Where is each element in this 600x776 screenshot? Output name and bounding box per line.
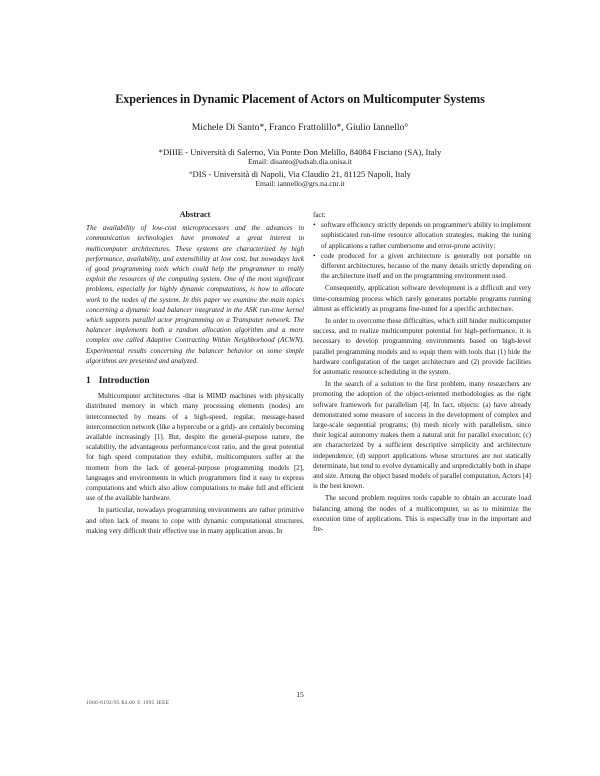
affiliation-1 [60, 147, 540, 167]
page-number: 15 [296, 690, 304, 699]
continuation-lead: fact: [313, 211, 326, 219]
author-list: Michele Di Santo*, Franco Frattolillo*, Giulio Iannello° [191, 122, 409, 133]
abstract-text: The availability of low-cost microprocessors and the advances in communication technologies have promoted a great interest in multicomputer architectures. These systems are characterized by high performance, availability, and extensibility at low cost, but nowadays lack of good programming tools which could help the programmer to really exploit the resources of the computing system. One of the most significant problems, especially for highly dynamic computations, is how to allocate work to the nodes of the system. In this paper we examine the main topics concerning a dynamic load balancer integrated in the ASK run-time kernel which supports parallel actor programming on a Transputer network. The balancer implements both a random allocation algorithm and a more complex one called Adaptive Contracting Within Neighborhood (ACWN). Experimental results concerning the balancer behavior on some simple algorithms are presented and analyzed. [86, 224, 304, 365]
body-paragraph-4: The second problem requires tools capable to obtain an accurate load balancing among the nodes of a multicomputer, so as to minimize the execution time of applications. This is especially true in the important and fre- [313, 494, 531, 534]
intro-paragraph-1: Multicomputer architectures -that is MIMD machines with physically distributed memory in which many processing elements (nodes) are interconnected by means of a high-speed, regular, message-based interconnection network (like a hypercube or a grid)- are certainly becoming available increasingly [1]. But, despite the general-purpose nature, the scalability, the advantageous performance/cost ratio, and the great potential for high speed computation they exhibit, multicomputers suffer at the moment from the lack of general-purpose programming models [2], languages and environments in which programmers find it easy to express computations and which also allow computations to make full and efficient use of the available hardware. [86, 392, 304, 503]
intro-paragraph-2: In particular, nowadays programming environments are rather primitive and often lack of means to cope with dynamic computational structures, making very difficult their effective use in many application areas. In [86, 506, 304, 535]
bullet-item-1: • software efficiency strictly depends on programmer's ability to implement sophisticated run-time resource allocation strategies, making the tuning of applications a rather cumbersome and error-prone activity; [313, 220, 531, 251]
paper-title: Experiences in Dynamic Placement of Actors on Multicomputer Systems [115, 92, 485, 106]
right-column [313, 210, 531, 534]
bullet-item-2: • code produced for a given architecture is generally not portable on different architectures, because of the many details strictly depending on the architecture itself and on the programming environment used. [313, 251, 531, 282]
affiliation-2-text: °DIS - Università di Napoli, Via Claudio 21, 81125 Napoli, Italy [189, 169, 411, 179]
section-number: 1 [86, 376, 91, 387]
copyright-footer: 1066-6192/95 $4.00 © 1995 IEEE [86, 700, 170, 706]
introduction-heading [86, 376, 304, 386]
body-paragraph-1: Consequently, application software development is a difficult and very time-consuming process which rarely generates portable programs running almost as efficiently as programs fine-tuned for a specific architecture. [313, 284, 531, 313]
affiliation-2 [60, 169, 540, 189]
body-paragraph-2: In order to overcome these difficulties, which still hinder multicomputer success, and to realize multicomputer potential for high-performance, it is necessary to develop programming environments based on high-level parallel programming models and to equip them with tools that (1) hide the hardware configuration of the target architecture and (2) provide facilities for automatic resource scheduling in the system. [313, 317, 531, 377]
affiliation-1-email: Email: disanto@udsab.dia.unisa.it [247, 157, 352, 166]
body-paragraph-3: In the search of a solution to the first problem, many researchers are promoting the adoption of the object-oriented methodologies as the right software framework for parallelism [4]. In fact, objects: (a) have already demonstrated some measure of success in the development of complex and large-scale sequential programs; (b) mesh nicely with parallelism, since their logical autonomy makes them a natural unit for parallel execution; (c) are characterized by a sufficient descriptive simplicity and architecture independence; (d) support applications whose structures are not statically determinate, but tend to evolve dynamically and unpredictably both in shape and size. Among the object based models of parallel computation, Actors [4] is the best known. [313, 380, 531, 491]
section-title: Introduction [98, 376, 150, 387]
affiliation-2-email: Email: iannello@grs.na.cnr.it [255, 179, 345, 188]
affiliation-1-text: *DIIIE - Università di Salerno, Via Ponte Don Melillo, 84084 Fisciano (SA), Italy [158, 147, 442, 157]
abstract-heading: Abstract [179, 210, 211, 219]
left-column [86, 210, 304, 536]
